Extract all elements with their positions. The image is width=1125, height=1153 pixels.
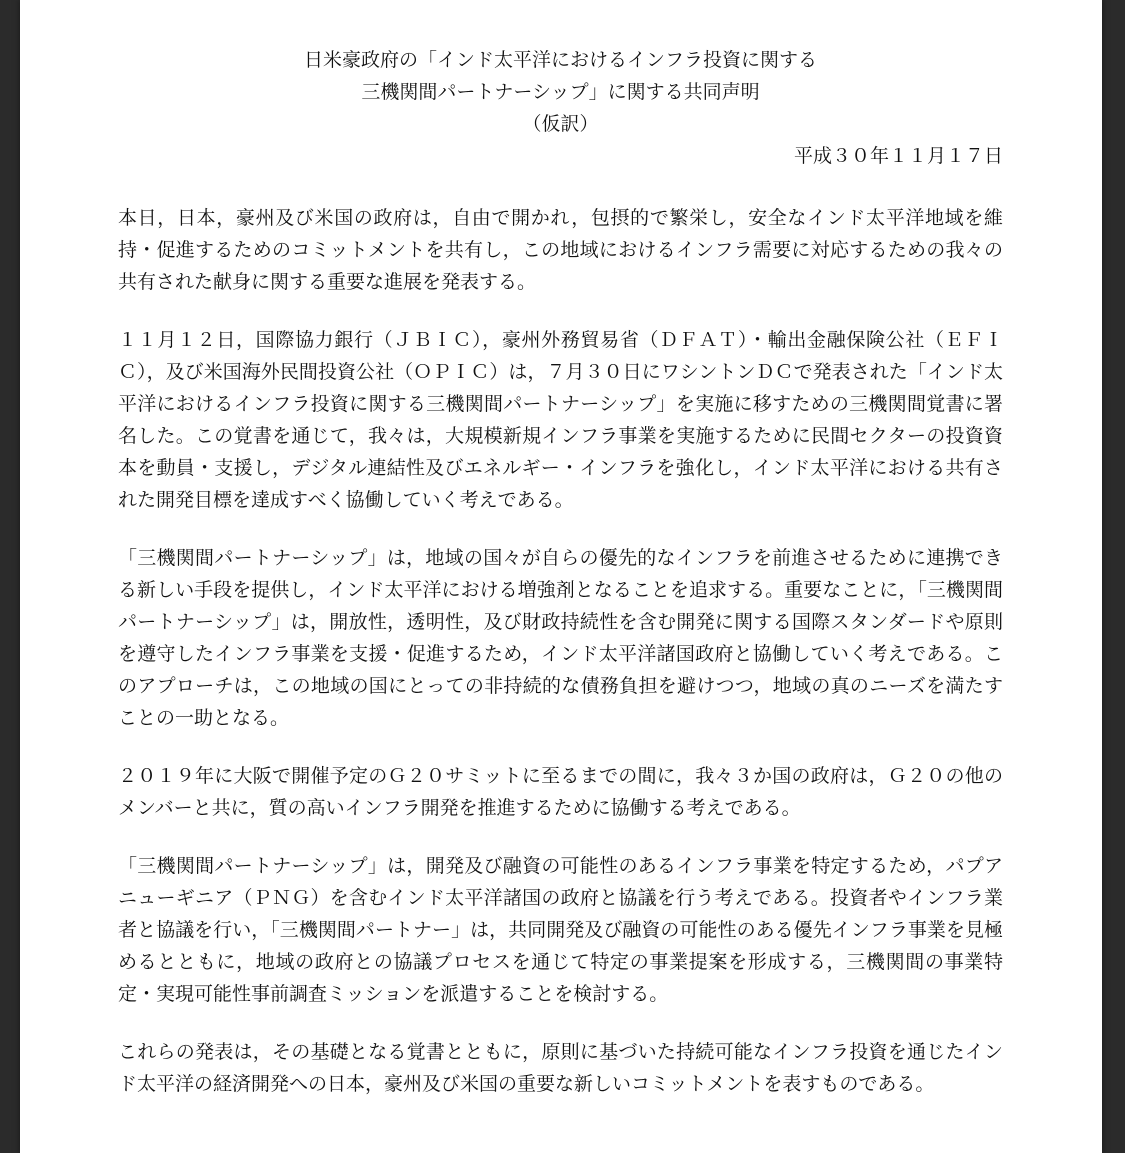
paragraph-6: これらの発表は，その基礎となる覚書とともに，原則に基づいた持続可能なインフラ投資を通じたインド太平洋の経済開発への日本，豪州及び米国の重要な新しいコミットメントを表すものである。 [118,1041,1003,1095]
document-page [20,0,1102,1153]
paragraph-1: 本日，日本，豪州及び米国の政府は，自由で開かれ，包摂的で繁栄し，安全なインド太平洋地域を維持・促進するためのコミットメントを共有し，この地域におけるインフラ需要に対応するための我々の共有された献身に関する重要な進展を発表する。 [118,207,1003,293]
document-date: 平成３０年１１月１７日 [793,145,1003,167]
document-body [118,44,1003,1100]
paragraph-2: １１月１２日，国際協力銀行（ＪＢＩＣ），豪州外務貿易省（ＤＦＡＴ）・輸出金融保険公社（ＥＦＩＣ），及び米国海外民間投資公社（ＯＰＩＣ）は，７月３０日にワシントンＤＣで発表された「インド太平洋におけるインフラ投資に関する三機関間パートナーシップ」を実施に移すための三機関間覚書に署名した。この覚書を通じて，我々は，大規模新規インフラ事業を実施するために民間セクターの投資資本を動員・支援し，デジタル連結性及びエネルギー・インフラを強化し，インド太平洋における共有された開発目標を達成すべく協働していく考えである。 [118,329,1003,511]
title-line-1: 日米豪政府の「インド太平洋におけるインフラ投資に関する [303,49,817,71]
title-line-2: 三機関間パートナーシップ」に関する共同声明 [361,81,760,103]
title-line-3: （仮訳） [522,113,599,135]
paragraph-3: 「三機関間パートナーシップ」は，地域の国々が自らの優先的なインフラを前進させるために連携できる新しい手段を提供し，インド太平洋における増強剤となることを追求する。重要なことに，「三機関間パートナーシップ」は，開放性，透明性，及び財政持続性を含む開発に関する国際スタンダードや原則を遵守したインフラ事業を支援・促進するため，インド太平洋諸国政府と協働していく考えである。このアプローチは，この地域の国にとっての非持続的な債務負担を避けつつ，地域の真のニーズを満たすことの一助となる。 [118,547,1003,729]
paragraph-4: ２０１９年に大阪で開催予定のＧ２０サミットに至るまでの間に，我々３か国の政府は，Ｇ２０の他のメンバーと共に，質の高いインフラ開発を推進するために協働する考えである。 [118,765,1003,819]
paragraph-5: 「三機関間パートナーシップ」は，開発及び融資の可能性のあるインフラ事業を特定するため，パプアニューギニア（ＰＮＧ）を含むインド太平洋諸国の政府と協議を行う考えである。投資者やインフラ業者と協議を行い，「三機関間パートナー」は，共同開発及び融資の可能性のある優先インフラ事業を見極めるとともに，地域の政府との協議プロセスを通じて特定の事業提案を形成する，三機関間の事業特定・実現可能性事前調査ミッションを派遣することを検討する。 [118,855,1003,1005]
document-title [118,44,1003,140]
